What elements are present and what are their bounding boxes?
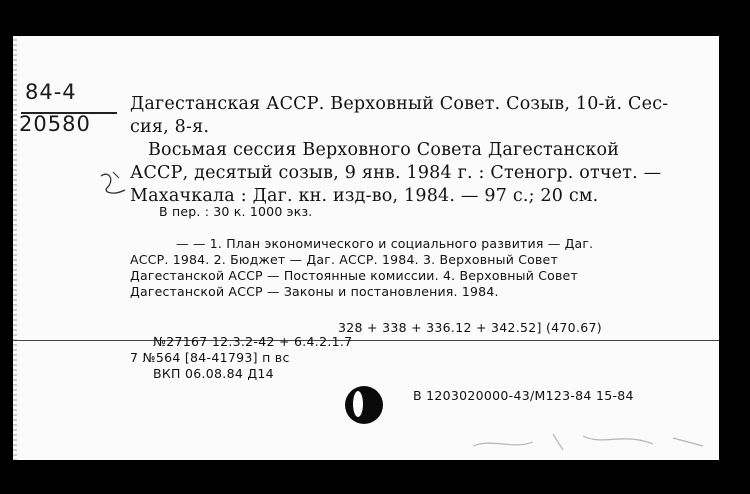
entry-heading: Дагестанская АССР. Верховный Совет. Созыв, 10-й. Сес- (130, 94, 669, 114)
handwritten-call-number-bottom: 20580 (19, 112, 91, 136)
publisher-index-code: В 1203020000-43/М123-84 15-84 (413, 388, 634, 403)
handwritten-call-number-top: 84-4 (25, 80, 77, 104)
punch-hole (345, 386, 383, 424)
entry-title-line-1: Восьмая сессия Верховного Совета Дагестанской (148, 140, 620, 160)
catalog-card (13, 36, 719, 460)
contents-line-2: АССР. 1984. 2. Бюджет — Даг. АССР. 1984. 3. Верховный Совет (130, 252, 558, 267)
entry-heading-continued: сия, 8-я. (130, 117, 210, 137)
entry-title-line-2: АССР, десятый созыв, 9 янв. 1984 г. : Стеногр. отчет. — (130, 163, 662, 183)
vkp-date-line: ВКП 06.08.84 Д14 (153, 366, 274, 381)
card-number-line: №27167 12.3.2-42 + 6.4.2.1.7 (153, 334, 353, 349)
contents-line-3: Дагестанской АССР — Постоянные комиссии. 4. Верховный Совет (130, 268, 578, 283)
card-edge (13, 36, 17, 460)
contents-line-4: Дагестанской АССР — Законы и постановления. 1984. (130, 284, 499, 299)
entry-price-and-run: В пер. : 30 к. 1000 экз. (159, 204, 313, 219)
contents-line-1: — — 1. План экономического и социального развития — Даг. (176, 236, 594, 251)
card-guide-line (13, 340, 719, 341)
order-number-line: 7 №564 [84-41793] п вс (130, 350, 290, 365)
entry-imprint-line: Махачкала : Даг. кн. изд-во, 1984. — 97 с.; 20 см. (130, 186, 599, 206)
pencil-mark-icon (95, 166, 135, 202)
udc-classification: 328 + 338 + 336.12 + 342.52] (470.67) (338, 320, 602, 335)
faint-pencil-marks-icon (453, 416, 719, 456)
